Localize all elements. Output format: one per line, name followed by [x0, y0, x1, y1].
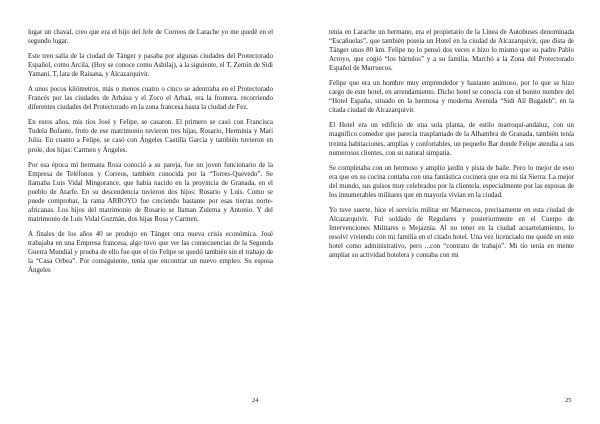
- paragraph: tenía en Larache un hermano, era el propietario de la Línea de Autobuses denominada “Escañuelas”, que también poseía un Hotel en la ciudad de Alcazarquivir, que dista de Tánger unos 80 km. Felipe no lo pensó dos veces e hizo lo mismo que su padre Pablo Arroyo, que cogió “los bártulos” y a su familia. Marchó a la Zona del Protectorado Español de Marruecos.: [329, 28, 574, 73]
- paragraph: Este tren salía de la ciudad de Tánger y pasaba por algunas ciudades del Protectorado Español, como Arcila, (Hoy se conoce como Ashilaj), a la siguiente, el T, Zemín de Sidi Yamani, T, lata de Raisana, y Alcazarquivir.: [28, 52, 273, 79]
- right-text-column: [329, 28, 574, 260]
- paragraph: Por esa época mi hermana Rosa conoció a su pareja, fue un joven funcionario de la Empresa de Teléfonos y Correos, también conocida por la “Torres-Quevedo”. Se llamaba Luis Vidal Mingorance, que había nacido en la provincia de Granada, en el pueblo de Atarfe. En su descendencia tuvieron dos hijos: Rosario y Luis. Como se puede comprobar, la rama ARROYO fue creciendo bastante por esas tierras norte-africanas. Los hijos del matrimonio de Rosario se llaman Zulema y Antonio. Y del matrimonio de Luis Vidal Guzmán, dos hijas Rosa y Carmen.: [28, 160, 273, 223]
- paragraph: Se completaba con un hermoso y amplio jardín y pista de baile. Pero lo mejor de esto era que en su cocina contaba con una fantástica cocinera que era mi tía Sierra: La mejor del mundo, sus guisos muy celebrados por la clientela, especialmente por las esposas de los innumerables militares que en mayoría vivían en la ciudad.: [329, 163, 574, 199]
- paragraph: A finales de los años 40 se produjo en Tánger otra nueva crisis económica. José trabajaba en una Empresa francesa, algo tuvo que ver las consecuencias de la Segunda Guerra Mundial y prueba de ello fue que el tío Felipe se quedó también sin el trabajo de la “Casa Orbea”. Por consiguiente, tenía que encontrar un nuevo empleo. Su esposa Ángeles: [28, 229, 273, 275]
- paragraph: lugar un chaval, creo que era el hijo del Jefe de Correos de Larache yo me quedé en el segundo lugar.: [28, 28, 273, 46]
- page-number: 25: [565, 397, 572, 404]
- paragraph: Felipe que era un hombre muy emprendedor y bastante animoso, por lo que se hizo cargo de este hotel, en arrendamiento. Dicho hotel se conocía con el bonito nombre del “Hotel España, situado en la hermosa y moderna Avenida “Sidi Alí Bugaleb”, en la citada ciudad de Alcazarquivir.: [329, 79, 574, 115]
- right-page: [300, 0, 600, 424]
- page-number: 24: [252, 397, 259, 404]
- paragraph: A unos pocos kilómetros, más o menos cuatro o cinco se adentraba en el Protectorado Francés por las ciudades de Arbáua y el Zoco el Arbaá, era la frontera, recorriendo diferentes ciudades del Protectorado en la zona francesa hasta la ciudad de Fez.: [28, 85, 273, 112]
- paragraph: En estos años, mis tíos José y Felipe, se casaron. El primero se casó con Francisca Tudela Bofante, fruto de ese matrimonio tuvieron tres hijas, Rosario, Herminia y Mari Julia. En cuanto a Felipe, se casó con Ángeles Castilla García y también tuvieron en prole, dos hijas: Carmen y Ángeles.: [28, 118, 273, 154]
- paragraph: El Hotel era un edificio de una sola planta, de estilo marroquí-andaluz, con un magnífico comedor que parecía trasplantado de la Alhambra de Granada, también tenía treinta habitaciones, amplias y confortables, un pequeño Bar donde Felipe atendía a sus numerosos clientes, con su natural simpatía.: [329, 121, 574, 157]
- left-text-column: [28, 28, 273, 275]
- paragraph: Yo tuve suerte, hice el servicio militar en Marruecos, precisamente en esta ciudad de Alcazarquivir. Fui soldado de Regulares y posteriormente en el Cuerpo de Intervenciones Militares o Mejaznía. Al no tener en la ciudad acuartelamiento, lo resolví viviendo con mi familia en el citado hotel. Una vez licenciado me quedé en este hotel como administrativo, pero ...con “contrato de trabajo”. Mi tío tenía en mente ampliar su actividad hotelera y contaba con mi: [329, 205, 574, 260]
